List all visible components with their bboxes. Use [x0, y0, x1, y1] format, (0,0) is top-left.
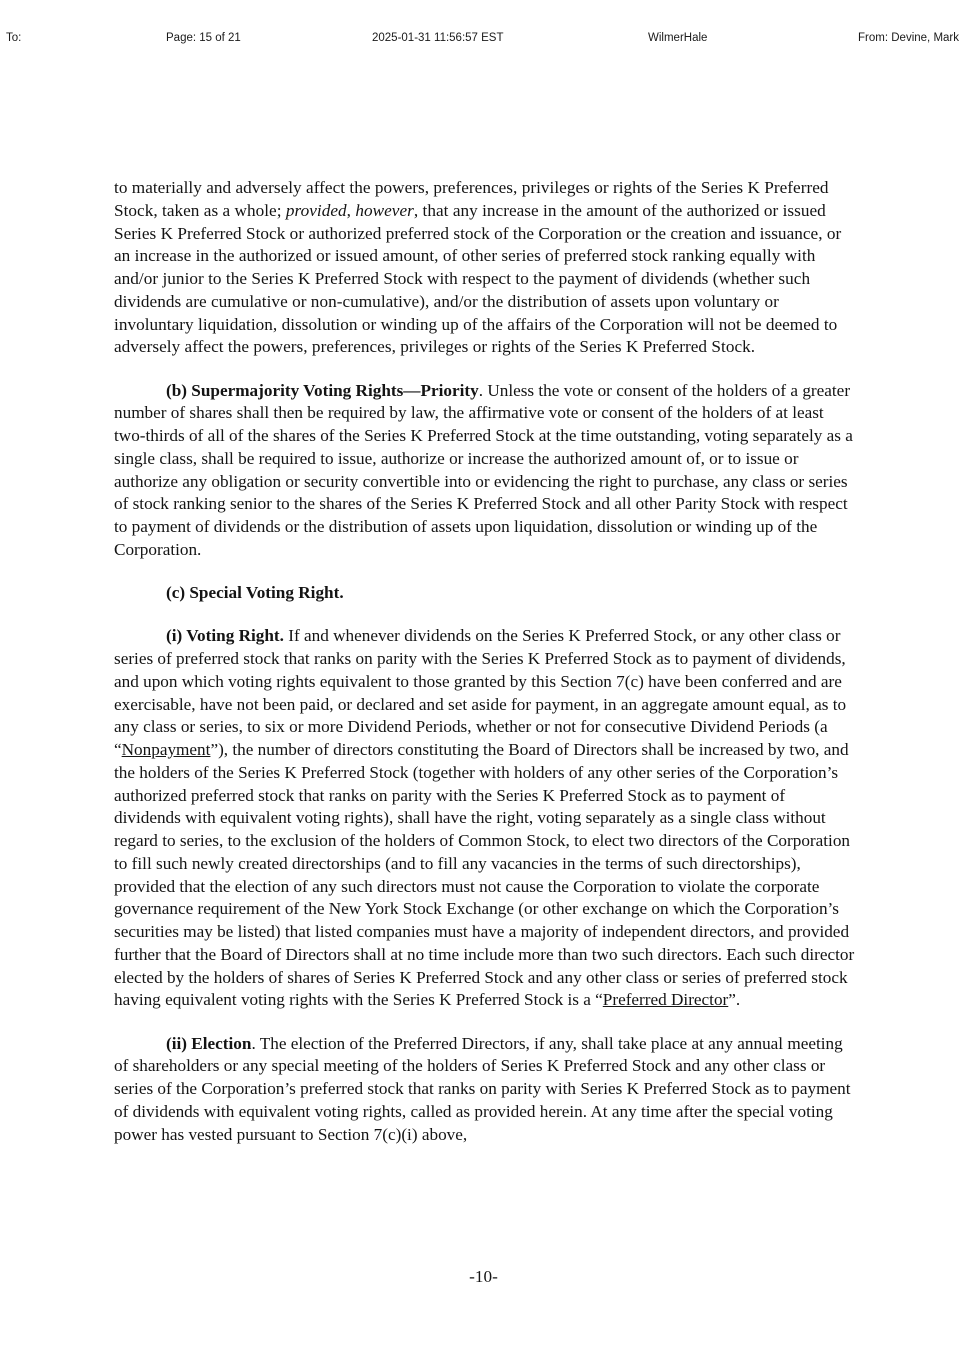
paragraph-election: [114, 1033, 856, 1147]
page-number: -10-: [469, 1267, 498, 1286]
paragraph-text: , that any increase in the amount of the authorized or issued Series K Preferred Stock or authorized preferred stock of the Corporation or the creation and issuance, or an increase in the authorized or issued amount, of other series of preferred stock ranking equally with and/or junior to the Series K Preferred Stock with respect to the payment of dividends (whether such dividends are cumulative or non-cumulative), and/or the distribution of assets upon voluntary or involuntary liquidation, dissolution or winding up of the affairs of the Corporation will not be deemed to adversely affect the powers, preferences, privileges or rights of the Series K Preferred Stock.: [114, 200, 842, 357]
fax-from: From: Devine, Mark: [858, 32, 959, 44]
paragraph-text: ”.: [728, 990, 741, 1010]
defined-term: Nonpayment: [121, 740, 211, 759]
fax-page-count: Page: 15 of 21: [166, 32, 241, 44]
fax-timestamp: 2025-01-31 11:56:57 EST: [372, 32, 504, 44]
paragraph-text: to materially and adversely affect the powers, preferences, privileges or rights of the Series K Preferred Stock, taken as a whole;: [114, 178, 829, 220]
section-heading: (i) Voting Right.: [166, 626, 284, 646]
paragraph-special-voting-heading: [114, 582, 856, 605]
paragraph-voting-right: [114, 625, 856, 1012]
section-heading: (b) Supermajority Voting Rights—Priority: [166, 380, 479, 400]
paragraph-text: . The election of the Preferred Directors, if any, shall take place at any annual meeting of shareholders or any special meeting of the holders of Series K Preferred Stock and any other class or series of the Corporation’s preferred stock that ranks on parity with Series K Preferred Stock as to payment of dividends with equivalent voting rights, called as provided herein. At any time after the special voting power has vested pursuant to Section 7(c)(i) above,: [114, 1033, 851, 1144]
defined-term: Preferred Director: [602, 990, 729, 1010]
document-body: [114, 177, 856, 1146]
section-heading: (ii) Election: [166, 1033, 252, 1053]
section-heading: (c) Special Voting Right.: [166, 583, 344, 602]
paragraph-text: ,: [346, 200, 356, 220]
paragraph-continuation: [114, 177, 856, 359]
fax-header: [0, 32, 967, 48]
fax-firm: WilmerHale: [648, 32, 708, 44]
paragraph-text: . Unless the vote or consent of the holders of a greater number of shares shall then be required by law, the affirmative vote or consent of the holders of at least two-thirds of all of the shares of the Series K Preferred Stock at the time outstanding, voting separately as a single class, shall be required to issue, authorize or increase the authorized amount of, or to issue or authorize any obligation or security convertible into or evidencing the right to purchase, any class or series of stock ranking senior to the shares of the Series K Preferred Stock and all other Parity Stock with respect to payment of dividends or the distribution of assets upon liquidation, dissolution or winding up of the Corporation.: [114, 380, 853, 559]
paragraph-supermajority: [114, 380, 856, 562]
italic-term: however: [355, 200, 414, 220]
paragraph-text: If and whenever dividends on the Series K Preferred Stock, or any other class or series of preferred stock that ranks on parity with the Series K Preferred Stock as to payment of dividends, and upon which voting rights equivalent to those granted by this Section 7(c) have been conferred and are exercisable, have not been paid, or declared and set aside for payment, in an aggregate amount equal, as to any class or series, to six or more Dividend Periods, whether or not for consecutive Dividend Periods (a “: [114, 626, 847, 759]
fax-to: To:: [6, 32, 22, 44]
italic-term: provided: [285, 200, 347, 220]
paragraph-text: ”), the number of directors constituting the Board of Directors shall be increased by two, and the holders of the Series K Preferred Stock (together with holders of any other series of the Corporation’s authorized preferred stock that ranks on parity with the Series K Preferred Stock as to payment of dividends with equivalent voting rights), shall have the right, voting separately as a single class without regard to series, to the exclusion of the holders of Common Stock, to elect two directors of the Corporation to fill such newly created directorships (and to fill any vacancies in the terms of such directorships), provided that the election of any such directors must not cause the Corporation to violate the corporate governance requirement of the New York Stock Exchange (or other exchange on which the Corporation’s securities may be listed) that listed companies must have a majority of independent directors, and provided further that the Board of Directors shall at no time include more than two such directors. Each such director elected by the holders of shares of Series K Preferred Stock and any other class or series of preferred stock having equivalent voting rights with the Series K Preferred Stock is a “: [114, 740, 855, 1010]
